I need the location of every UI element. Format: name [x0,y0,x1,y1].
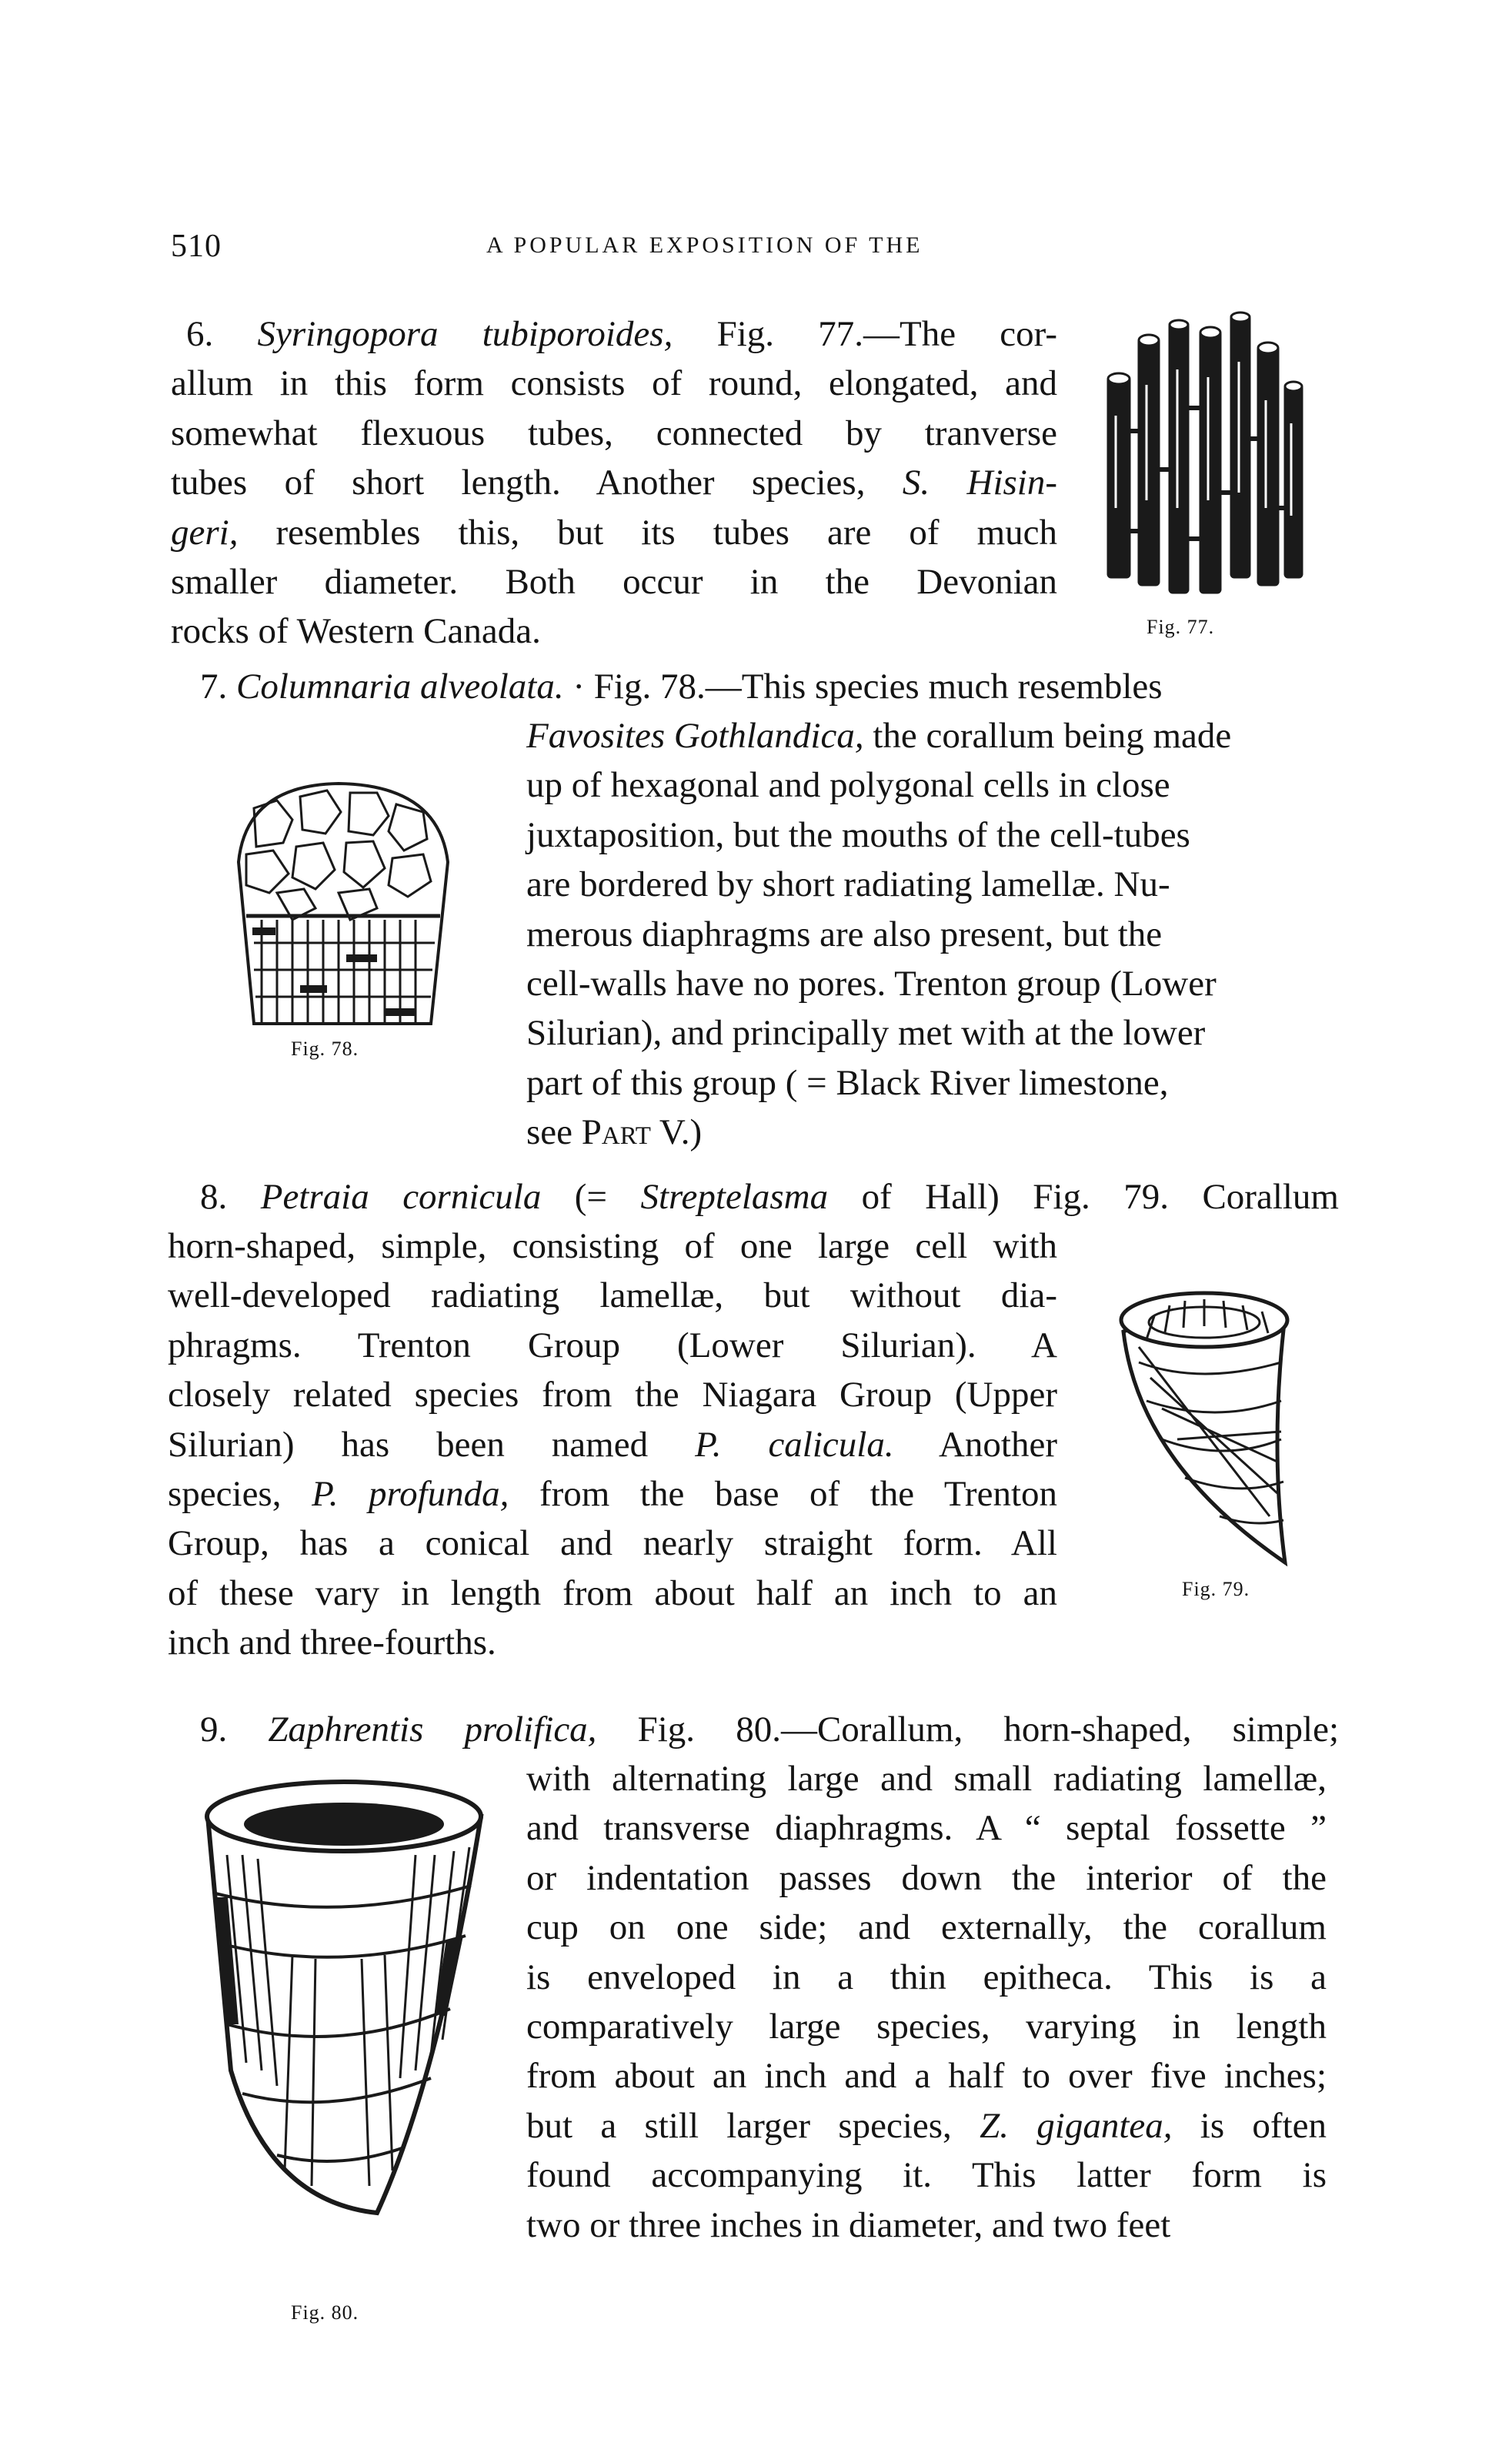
figure-80-zaphrentis [185,1770,500,2217]
text-line: up of hexagonal and polygonal cells in close [526,765,1170,806]
text-line: merous diaphragms are also present, but the [526,914,1163,954]
running-head: A POPULAR EXPOSITION OF THE [486,232,923,258]
text-line: cup on one side; and externally, the corallum [526,1907,1327,1948]
figure-80-caption: Fig. 80. [291,2301,359,2324]
figure-77-caption: Fig. 77. [1147,616,1215,638]
section-8-petraia-lead [185,1172,1339,1221]
syringopora-tube-cluster-icon [1093,308,1316,616]
text-line: inch and three-fourths. [168,1623,496,1663]
text-line: cell-walls have no pores. Trenton group (Lower [526,964,1217,1004]
text-line: Silurian) has been named P. calicula. Another [168,1424,1057,1465]
text-line: phragms. Trenton Group (Lower Silurian). A [168,1325,1057,1365]
figure-79-caption: Fig. 79. [1182,1578,1250,1600]
text-line: see Part V.) [526,1112,703,1153]
text-line: with alternating large and small radiating lamellæ, [526,1759,1327,1799]
text-line: juxtaposition, but the mouths of the cell-tubes [526,814,1190,855]
text-line: well-developed radiating lamellæ, but without dia- [168,1275,1057,1316]
figure-77-syringopora [1093,308,1316,616]
text-line: Favosites Gothlandica, the corallum being made [526,716,1232,756]
section-8-petraia-body [168,1221,1057,1668]
text-line: smaller diameter. Both occur in the Devonian [171,562,1057,603]
page-number: 510 [171,229,222,264]
section-7-lead-text [185,662,1163,711]
figure-78-columnaria [223,777,462,1031]
text-line: but a still larger species, Z. gigantea, is often [526,2105,1327,2146]
text-line: tubes of short length. Another species, S. Hisin- [171,463,1058,503]
section-9-zaphrentis-lead [185,1705,1339,1754]
section-7-columnaria-lead [185,662,1163,711]
section-6-text [171,309,1057,657]
text-line: somewhat flexuous tubes, connected by tranverse [171,413,1057,453]
text-line: part of this group ( = Black River limestone, [526,1062,1169,1103]
section-8-lead-text [185,1172,1339,1221]
text-line: two or three inches in diameter, and two feet [526,2204,1171,2245]
text-line: geri, resembles this, but its tubes are of much [171,512,1057,553]
section-8-body-text [168,1221,1057,1668]
text-line: are bordered by short radiating lamellæ. Nu- [526,864,1170,905]
zaphrentis-horn-coral-icon [185,1770,500,2217]
text-line: Group, has a conical and nearly straight form. All [168,1523,1057,1564]
text-line: found accompanying it. This latter form is [526,2155,1327,2196]
text-line: 8. Petraia cornicula (= Streptelasma of Hall) Fig. 79. Corallum [200,1177,1339,1217]
section-9-lead-text [185,1705,1339,1754]
text-line: 6. Syringopora tubiporoides, Fig. 77.—The cor- [186,314,1058,354]
text-line: from about an inch and a half to over five inches; [526,2056,1327,2097]
section-6-syringopora [171,309,1057,657]
figure-78-caption: Fig. 78. [291,1038,359,1060]
text-line: horn-shaped, simple, consisting of one large cell with [168,1226,1057,1266]
petraia-horn-coral-icon [1108,1278,1308,1570]
text-line: or indentation passes down the interior of the [526,1857,1327,1898]
text-line: 7. Columnaria alveolata. · Fig. 78.—This species much resembles [200,667,1163,707]
section-7-columnaria-body [526,711,1232,1158]
page-header [171,228,1057,271]
section-9-body-text [526,1754,1327,2250]
text-line: allum in this form consists of round, elongated, and [171,363,1057,404]
section-7-body-text [526,711,1232,1158]
text-line: and transverse diaphragms. A “ septal fossette ” [526,1808,1327,1849]
text-line: is enveloped in a thin epitheca. This is a [526,1957,1327,1997]
text-line: 9. Zaphrentis prolifica, Fig. 80.—Corallum, horn-shaped, simple; [200,1709,1340,1749]
section-9-zaphrentis-body [526,1754,1327,2250]
text-line: comparatively large species, varying in length [526,2007,1327,2047]
text-line: of these vary in length from about half an inch to an [168,1572,1057,1613]
figure-79-petraia [1108,1278,1308,1570]
text-line: Silurian), and principally met with at the lower [526,1013,1206,1054]
text-line: rocks of Western Canada. [171,611,541,652]
text-line: closely related species from the Niagara Group (Upper [168,1375,1057,1415]
columnaria-cell-block-icon [223,777,462,1031]
text-line: species, P. profunda, from the base of the Trenton [168,1474,1058,1515]
